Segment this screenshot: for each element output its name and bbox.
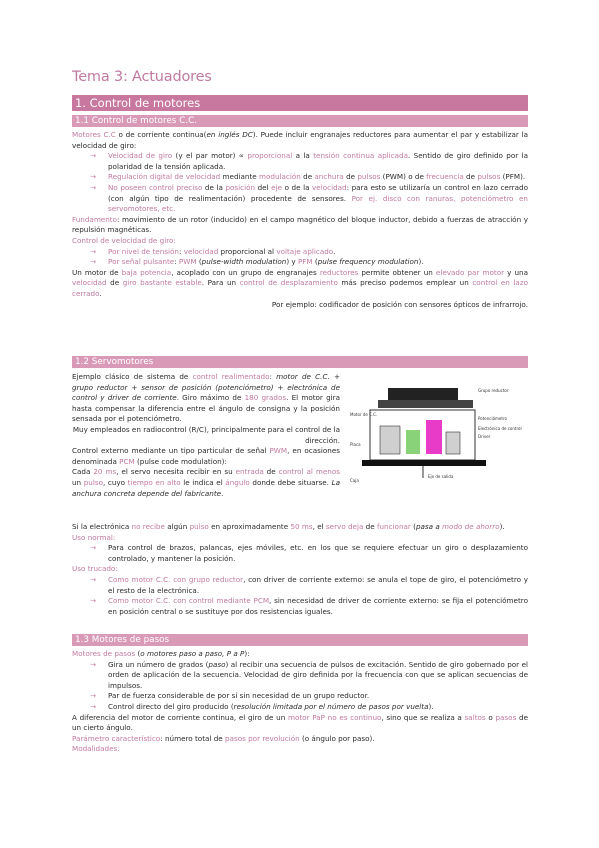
list-item: → Para control de brazos, palancas, ejes móviles, etc. en los que se requiere efectuar un giro o desplazamiento controlado, y mantener la posición. <box>108 543 528 564</box>
paragraph-servo-ejemplo: Ejemplo clásico de sistema de control realimentado: motor de C.C. + grupo reductor + sensor de posición (potenciómetro) + electrónica de control y driver de corriente. Giro máximo de 180 grados. El motor gira hasta compensar la diferencia entre el ángulo de consigna y la posición sensada por el potenciómetro. <box>72 372 341 424</box>
paragraph-radiocontrol: Muy empleados en radiocontrol (R/C), principalmente para el control de la dirección. <box>72 424 340 445</box>
list-motores-cc <box>72 151 528 215</box>
list-item: → Como motor C.C. con grupo reductor, con driver de corriente externo: se anula el tope de giro, el potenciómetro y el resto de la electrónica. <box>108 575 528 596</box>
paragraph-modalidades: Modalidades: <box>72 744 120 754</box>
paragraph-fundamento: Fundamento: movimiento de un rotor (inducido) en el campo magnético del bloque inductor, debido a fuerzas de atracción y repulsión magnéticas. <box>72 214 528 235</box>
paragraph-motores-cc: Motores C.C o de corriente continua(en inglés DC). Puede incluir engranajes reductores para aumentar el par y estabilizar la velocidad de giro: <box>72 130 528 150</box>
label-motor: Motor de C.C. <box>350 412 378 417</box>
subsection-heading-1-2: 1.2 Servomotores <box>72 356 528 368</box>
list-item: → Como motor C.C. con control mediante PCM, sin necesidad de driver de corriente externo: se fija el potenciómetro en posición central o se sustituye por dos resistencias iguales. <box>108 596 528 617</box>
servomotor-diagram <box>348 386 528 486</box>
list-item: → Gira un número de grados (paso) al recibir una secuencia de pulsos de excitación. Sentido de giro gobernado por el orden de aplicación de la secuencia. Velocidad de giro definida por la frecuencia con que se aplican secuencias de impulsos. <box>108 660 528 692</box>
section-1-2-content <box>72 522 528 617</box>
paragraph-control-externo: Control externo mediante un tipo particular de señal PWM, en ocasiones denominada PCM (pulse code modulation): <box>72 446 340 466</box>
motor-block <box>380 426 400 454</box>
paragraph-baja-potencia: Un motor de baja potencia, acoplado con un grupo de engranajes reductores permite obtener un elevado par motor y una velocidad de giro bastante estable. Para un control de desplazamiento más preciso podemos emplear un control en lazo cerrado. <box>72 267 528 298</box>
paragraph-control-velocidad: Control de velocidad de giro: <box>72 235 176 245</box>
paragraph-motores-pasos: Motores de pasos (o motores paso a paso, P a P): <box>72 649 250 658</box>
paragraph-cada-20ms: Cada 20 ms, el servo necesita recibir en su entrada de control al menos un pulso, cuyo tiempo en alto le indica el ángulo donde debe situarse. La anchura concreta depende del fabricante. <box>72 467 340 498</box>
list-item: → Por señal pulsante: PWM (pulse-width modulation) y PFM (pulse frequency modulation). <box>108 257 528 268</box>
label-driver: Driver <box>478 434 491 439</box>
list-uso-trucado <box>72 575 528 617</box>
section-1-1-content <box>72 130 528 310</box>
list-item: → Por nivel de tensión: velocidad proporcional al voltaje aplicado. <box>108 247 528 258</box>
list-item: → Regulación digital de velocidad mediante modulación de anchura de pulsos (PWM) o de frecuencia de pulsos (PFM). <box>108 172 528 183</box>
page-title: Tema 3: Actuadores <box>72 69 212 85</box>
label-eje: Eje de salida <box>428 474 454 479</box>
label-caja: Caja <box>350 478 359 483</box>
paragraph-ejemplo-codificador: Por ejemplo: codificador de posición con sensores ópticos de infrarrojo. <box>271 299 528 309</box>
servo-top-cap <box>388 388 458 400</box>
list-item: → No poseen control preciso de la posición del eje o de la velocidad: para esto se utilizaría un control en lazo cerrado (con algún tipo de realimentación) procedente de sensores. Por ej. disco con ranuras, potenciómetro en servomotores, etc. <box>108 183 528 215</box>
label-potenciometro: Potenciómetro <box>478 416 507 421</box>
label-placa: Placa <box>350 442 361 447</box>
label-reductor: Grupo reductor <box>478 388 509 393</box>
paragraph-no-recibe-pulso: Si la electrónica no recibe algún pulso en aproximadamente 50 ms, el servo deja de funcionar (pasa a modo de ahorro). <box>72 522 505 531</box>
subsection-heading-1-3: 1.3 Motores de pasos <box>72 634 528 646</box>
control-board-block <box>426 420 442 454</box>
list-item: → Control directo del giro producido (resolución limitada por el número de pasos por vuelta). <box>108 702 528 713</box>
list-control-velocidad <box>72 247 528 268</box>
section-heading-1: 1. Control de motores <box>72 95 528 111</box>
subsection-heading-1-1: 1.1 Control de motores C.C. <box>72 115 528 127</box>
section-1-2-left-column <box>72 372 340 499</box>
potentiometer-block <box>406 430 420 454</box>
paragraph-uso-trucado: Uso trucado: <box>72 564 118 574</box>
paragraph-parametro: Parámetro característico: número total de pasos por revolución (o ángulo por paso). <box>72 733 375 743</box>
label-electronica: Electrónica de control <box>478 426 522 431</box>
list-uso-normal <box>72 543 528 564</box>
list-motores-pasos <box>72 660 528 713</box>
servo-gear-housing <box>378 400 473 408</box>
section-1-3-content <box>72 649 528 755</box>
list-item: → Velocidad de giro (y el par motor) ∝ proporcional a la tensión continua aplicada. Sentido de giro definido por la polaridad de la tensión aplicada. <box>108 151 528 172</box>
servo-base <box>362 460 486 466</box>
paragraph-uso-normal: Uso normal: <box>72 532 116 542</box>
paragraph-diferencia-cc: A diferencia del motor de corriente continua, el giro de un motor PaP no es continuo, sino que se realiza a saltos o pasos de un cierto ángulo. <box>72 712 529 733</box>
list-item: → Par de fuerza considerable de por sí sin necesidad de un grupo reductor. <box>108 691 528 702</box>
driver-block <box>446 432 460 454</box>
